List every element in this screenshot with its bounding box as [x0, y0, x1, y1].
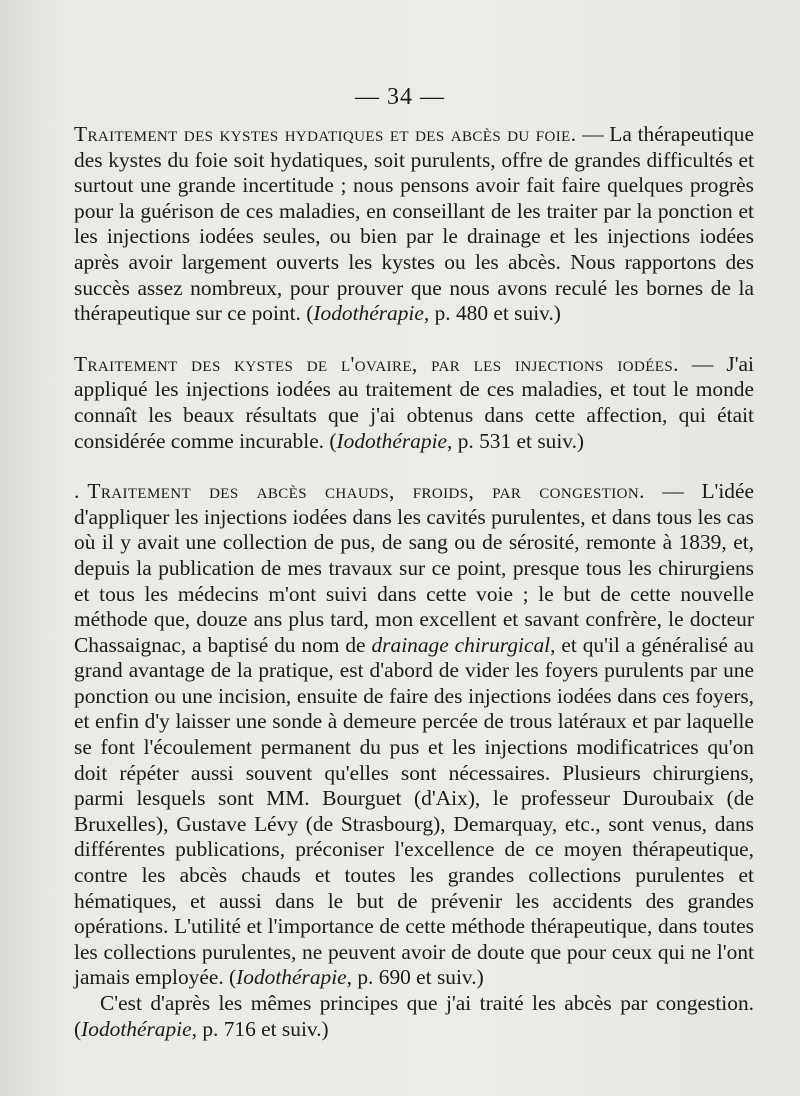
emphasized-term: drainage chirurgical: [371, 632, 551, 657]
paragraph-body-part-2: , et qu'il a généralisé au grand avantage de la pratique, est d'abord de vider les foyers purulents par une ponction ou une incision, ensuite de faire des injections iodées dans ces foyers, et enfin d'y laisser une sonde à demeure percée de trous latéraux et par laquelle se font l'écoulement permanent du pus et les injections modificatrices qu'on doit répéter aussi souvent qu'elles sont nécessaires. Plusieurs chirurgiens, parmi lesquels sont MM. Bourguet (d'Aix), le professeur Duroubaix (de Bruxelles), Gustave Lévy (de Strasbourg), Demarquay, etc., sont venus, dans différentes publications, préconiser l'excellence de ce moyen thérapeutique, contre les abcès chauds et toutes les grandes collections purulentes et hématiques, et aussi dans le but de prévenir les accidents des grandes opérations. L'utilité et l'importance de cette méthode thérapeutique, dans toutes les collections purulentes, ne peuvent avoir de doute que pour ceux qui ne l'ont jamais employée. (: [74, 632, 754, 990]
section-heading-ovarian-cysts: Traitement des kystes de l'ovaire, par les injections iodées.: [74, 351, 679, 376]
reference-title: Iodothérapie: [236, 965, 347, 990]
section-heading-abscesses: Traitement des abcès chauds, froids, par congestion.: [87, 479, 645, 504]
paragraph-abscesses: [74, 479, 754, 991]
stray-mark: .: [74, 479, 80, 504]
paragraph-ovarian-cysts: [74, 352, 754, 454]
paragraph-body-part-1: — L'idée d'appliquer les injections iodées dans les cavités purulentes, et dans tous les cas où il y avait une collection de pus, de sang ou de sérosité, remonte à 1839, et, depuis la publication de mes travaux sur ce point, presque tous les chirurgiens et tous les médecins m'ont suivi dans cette voie ; le but de cette nouvelle méthode que, douze ans plus tard, mon excellent et savant confrère, le docteur Chassaignac, a baptisé du nom de: [74, 479, 754, 657]
section-heading-hydatid-cysts: Traitement des kystes hydatiques et des abcès du foie.: [74, 122, 577, 146]
reference-pages: , p. 480 et suiv.): [423, 301, 561, 326]
reference-pages: , p. 531 et suiv.): [447, 428, 585, 453]
paragraph-body: C'est d'après les mêmes principes que j'ai traité les abcès par congestion. (: [74, 991, 754, 1041]
paragraph-body: — J'ai appliqué les injections iodées au traitement de ces maladies, et tout le monde connaît les beaux résultats que j'ai obtenus dans cette affection, qui était considérée comme incurable. (: [74, 351, 754, 453]
page-number: — 34 —: [355, 84, 445, 110]
reference-pages: , p. 716 et suiv.): [191, 1016, 329, 1041]
reference-title: Iodothérapie: [313, 301, 424, 326]
page-text: [74, 122, 754, 1042]
paragraph-body: — La thérapeutique des kystes du foie soit hydatiques, soit purulents, offre de grandes difficultés et surtout une grande incertitude ; nous pensons avoir fait faire quelques progrès pour la guérison de ces maladies, en conseillant de les traiter par la ponction et les injections iodées seules, ou bien par le drainage et les injections iodées après avoir largement ouverts les kystes ou les abcès. Nous rapportons des succès assez nombreux, pour prouver que nous avons reculé les bornes de la thérapeutique sur ce point. (: [74, 122, 754, 326]
paragraph-hydatid-cysts: [74, 122, 754, 327]
reference-pages: , p. 690 et suiv.): [346, 965, 484, 990]
paragraph-congestion: [74, 991, 754, 1042]
reference-title: Iodothérapie: [336, 428, 448, 453]
reference-title: Iodothérapie: [81, 1016, 192, 1041]
